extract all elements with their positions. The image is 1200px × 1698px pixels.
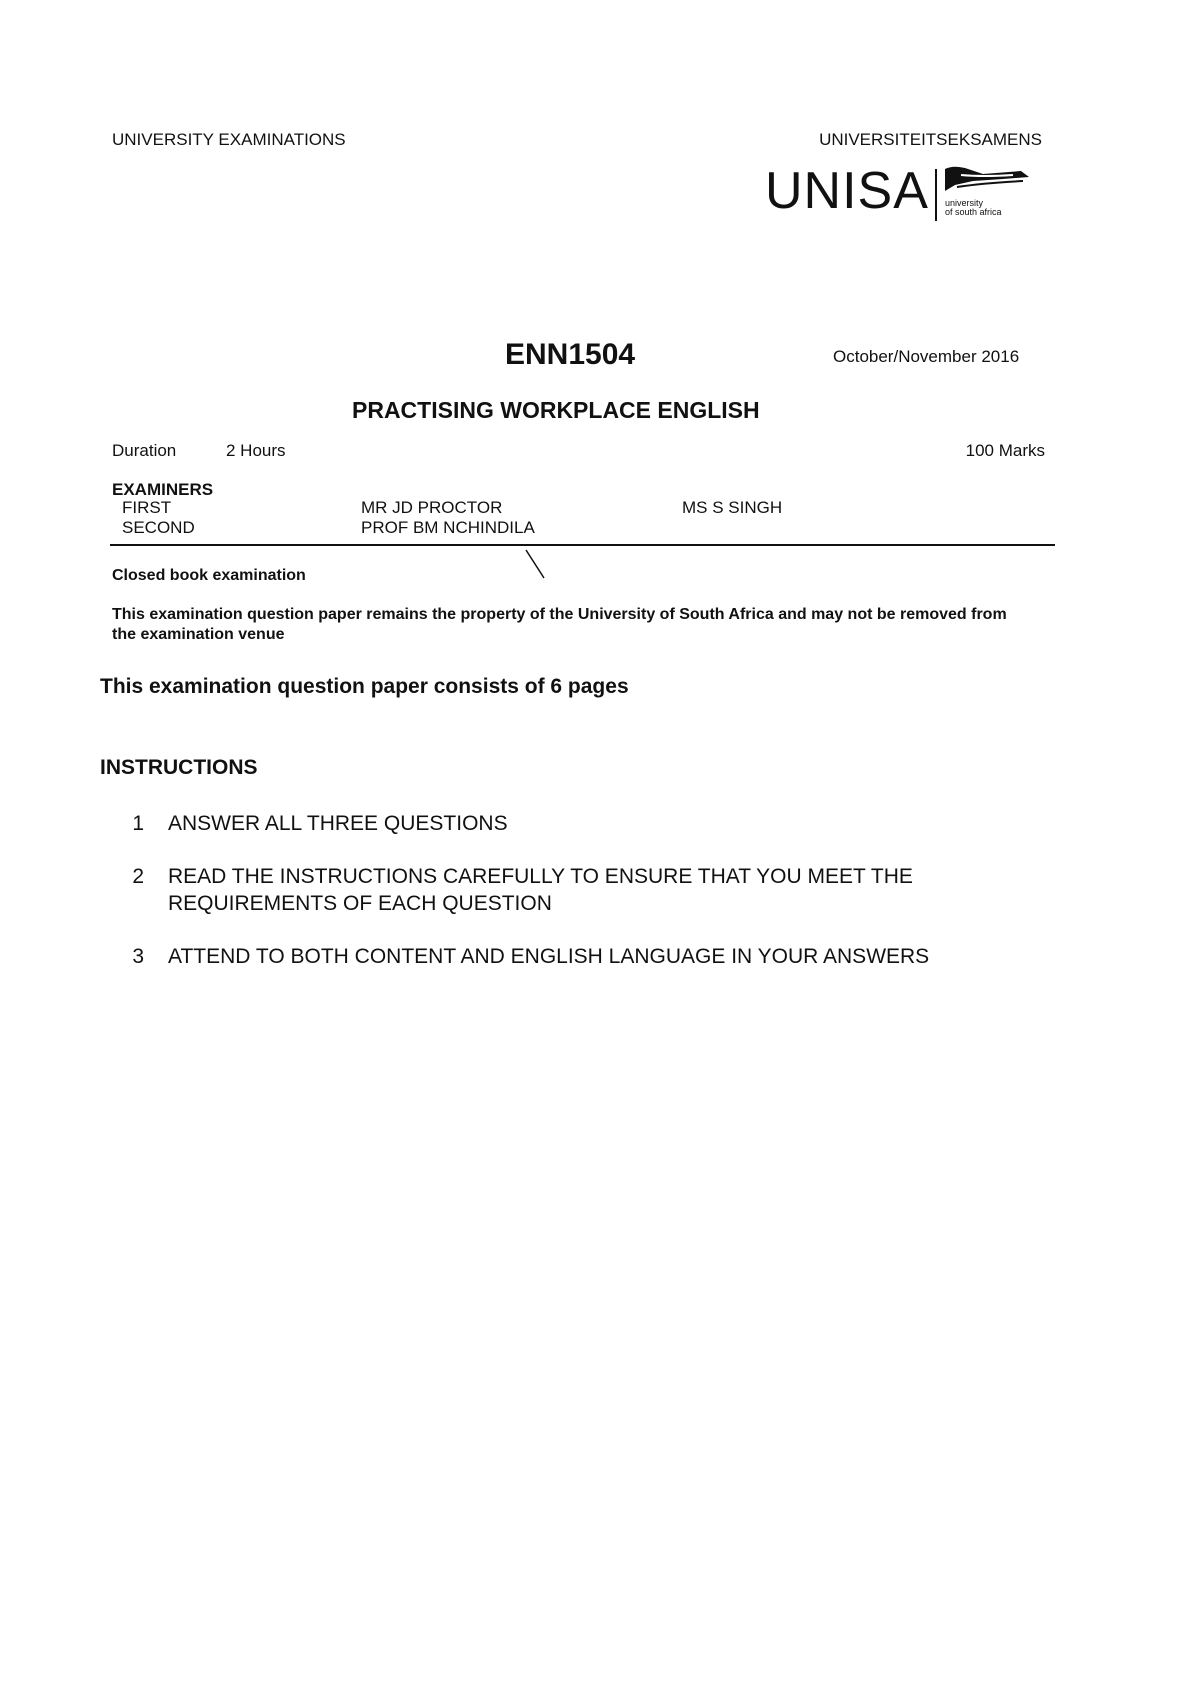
property-notice: This examination question paper remains the property of the University of South Africa and may not be removed from the examination venue: [112, 606, 1007, 643]
instruction-text-continued: REQUIREMENTS OF EACH QUESTION: [168, 892, 552, 915]
instruction-number: 1: [132, 812, 144, 835]
instruction-number: 3: [132, 945, 144, 968]
second-examiner-label: SECOND: [122, 518, 195, 537]
exam-title: PRACTISING WORKPLACE ENGLISH: [352, 397, 760, 423]
closed-book-note: Closed book examination: [112, 567, 306, 584]
examiners-heading: EXAMINERS: [112, 480, 214, 499]
header-left-text: UNIVERSITY EXAMINATIONS: [112, 130, 346, 149]
instruction-text: ANSWER ALL THREE QUESTIONS: [168, 812, 508, 835]
duration-value: 2 Hours: [226, 441, 286, 460]
unisa-bird-logo-icon: [943, 165, 1029, 195]
first-examiner-label: FIRST: [122, 498, 172, 517]
duration-label: Duration: [112, 441, 177, 460]
first-examiner-name: MS S SINGH: [682, 498, 783, 517]
instruction-text: READ THE INSTRUCTIONS CAREFULLY TO ENSURE THAT YOU MEET THE: [168, 865, 913, 888]
total-marks: 100 Marks: [965, 441, 1045, 460]
first-examiner-name: MR JD PROCTOR: [361, 498, 503, 517]
exam-date: October/November 2016: [833, 347, 1020, 366]
logo-wordmark: UNISA: [765, 162, 929, 220]
instructions-heading: INSTRUCTIONS: [100, 756, 258, 779]
instruction-number: 2: [132, 865, 144, 888]
page-count-note: This examination question paper consists of 6 pages: [100, 675, 629, 698]
logo-divider: [935, 169, 937, 221]
instruction-text: ATTEND TO BOTH CONTENT AND ENGLISH LANGUAGE IN YOUR ANSWERS: [168, 945, 930, 968]
logo-sub-university: university: [945, 198, 984, 208]
pen-stroke-mark: [522, 548, 552, 582]
unisa-logo: [765, 162, 1030, 225]
header-right-text: UNIVERSITEITSEKSAMENS: [819, 130, 1042, 149]
logo-sub-south-africa: of south africa: [945, 207, 1002, 217]
header-divider: [110, 544, 1055, 546]
course-code: ENN1504: [505, 338, 636, 371]
second-examiner-name: PROF BM NCHINDILA: [361, 518, 535, 537]
